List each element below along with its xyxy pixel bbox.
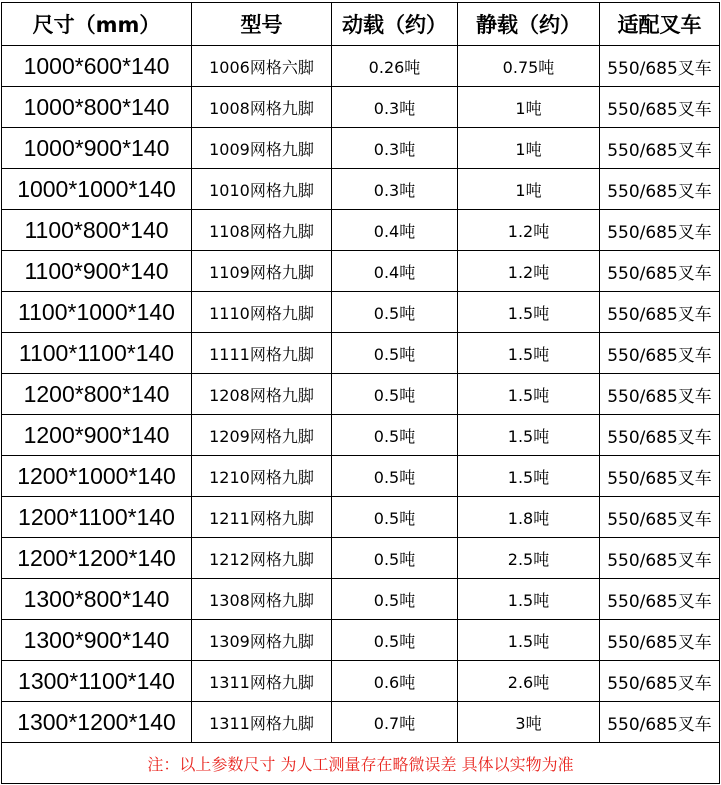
cell-model: 1108网格九脚: [192, 210, 332, 251]
cell-model: 1111网格九脚: [192, 333, 332, 374]
table-row: [2, 620, 720, 661]
header-forklift: 适配叉车: [600, 3, 720, 46]
cell-size: 1300*1100*140: [2, 661, 192, 702]
cell-dynamic-load: 0.26吨: [332, 46, 458, 87]
cell-forklift: 550/685叉车: [600, 579, 720, 620]
cell-static-load: 1.5吨: [458, 333, 600, 374]
cell-static-load: 1.8吨: [458, 497, 600, 538]
header-size: 尺寸（mm）: [2, 3, 192, 46]
cell-size: 1200*1000*140: [2, 456, 192, 497]
cell-size: 1000*600*140: [2, 46, 192, 87]
table-row: [2, 87, 720, 128]
table-row: [2, 251, 720, 292]
cell-model: 1308网格九脚: [192, 579, 332, 620]
cell-dynamic-load: 0.4吨: [332, 210, 458, 251]
cell-static-load: 1.5吨: [458, 579, 600, 620]
cell-size: 1300*900*140: [2, 620, 192, 661]
cell-forklift: 550/685叉车: [600, 538, 720, 579]
cell-dynamic-load: 0.5吨: [332, 415, 458, 456]
cell-size: 1100*900*140: [2, 251, 192, 292]
cell-model: 1008网格九脚: [192, 87, 332, 128]
cell-model: 1211网格九脚: [192, 497, 332, 538]
table-row: [2, 169, 720, 210]
cell-static-load: 1.5吨: [458, 374, 600, 415]
table-row: [2, 415, 720, 456]
table-row: [2, 210, 720, 251]
table-row: [2, 497, 720, 538]
cell-dynamic-load: 0.5吨: [332, 497, 458, 538]
cell-forklift: 550/685叉车: [600, 251, 720, 292]
cell-forklift: 550/685叉车: [600, 169, 720, 210]
cell-dynamic-load: 0.7吨: [332, 702, 458, 743]
cell-static-load: 1.5吨: [458, 292, 600, 333]
table-row: [2, 333, 720, 374]
cell-dynamic-load: 0.5吨: [332, 620, 458, 661]
cell-dynamic-load: 0.3吨: [332, 128, 458, 169]
cell-forklift: 550/685叉车: [600, 661, 720, 702]
cell-static-load: 3吨: [458, 702, 600, 743]
cell-forklift: 550/685叉车: [600, 128, 720, 169]
cell-forklift: 550/685叉车: [600, 292, 720, 333]
table-row: [2, 702, 720, 743]
cell-dynamic-load: 0.5吨: [332, 538, 458, 579]
cell-size: 1100*1000*140: [2, 292, 192, 333]
cell-model: 1109网格九脚: [192, 251, 332, 292]
cell-model: 1311网格九脚: [192, 661, 332, 702]
cell-forklift: 550/685叉车: [600, 415, 720, 456]
header-row: [2, 3, 720, 46]
cell-size: 1100*1100*140: [2, 333, 192, 374]
spec-table: [1, 2, 720, 784]
cell-static-load: 1.5吨: [458, 456, 600, 497]
cell-size: 1300*800*140: [2, 579, 192, 620]
cell-forklift: 550/685叉车: [600, 620, 720, 661]
cell-static-load: 2.5吨: [458, 538, 600, 579]
cell-forklift: 550/685叉车: [600, 702, 720, 743]
table-row: [2, 46, 720, 87]
cell-static-load: 0.75吨: [458, 46, 600, 87]
table-row: [2, 661, 720, 702]
cell-static-load: 1吨: [458, 169, 600, 210]
cell-size: 1000*1000*140: [2, 169, 192, 210]
table-row: [2, 456, 720, 497]
note-row: [2, 743, 720, 784]
cell-size: 1100*800*140: [2, 210, 192, 251]
cell-forklift: 550/685叉车: [600, 497, 720, 538]
cell-dynamic-load: 0.6吨: [332, 661, 458, 702]
cell-static-load: 1.2吨: [458, 210, 600, 251]
cell-dynamic-load: 0.5吨: [332, 456, 458, 497]
cell-static-load: 1.2吨: [458, 251, 600, 292]
cell-dynamic-load: 0.3吨: [332, 169, 458, 210]
cell-static-load: 2.6吨: [458, 661, 600, 702]
header-model: 型号: [192, 3, 332, 46]
header-static-load: 静载（约）: [458, 3, 600, 46]
cell-forklift: 550/685叉车: [600, 46, 720, 87]
cell-forklift: 550/685叉车: [600, 333, 720, 374]
cell-static-load: 1.5吨: [458, 415, 600, 456]
cell-model: 1209网格九脚: [192, 415, 332, 456]
header-dynamic-load: 动载（约）: [332, 3, 458, 46]
cell-model: 1309网格九脚: [192, 620, 332, 661]
cell-dynamic-load: 0.5吨: [332, 333, 458, 374]
cell-model: 1212网格九脚: [192, 538, 332, 579]
cell-size: 1300*1200*140: [2, 702, 192, 743]
cell-forklift: 550/685叉车: [600, 374, 720, 415]
cell-model: 1110网格九脚: [192, 292, 332, 333]
table-row: [2, 538, 720, 579]
cell-forklift: 550/685叉车: [600, 456, 720, 497]
cell-static-load: 1吨: [458, 87, 600, 128]
cell-dynamic-load: 0.5吨: [332, 374, 458, 415]
cell-dynamic-load: 0.4吨: [332, 251, 458, 292]
table-row: [2, 374, 720, 415]
table-row: [2, 292, 720, 333]
note-text: 注：以上参数尺寸 为人工测量存在略微误差 具体以实物为准: [2, 743, 720, 784]
cell-size: 1200*1200*140: [2, 538, 192, 579]
cell-size: 1200*900*140: [2, 415, 192, 456]
cell-model: 1210网格九脚: [192, 456, 332, 497]
cell-model: 1010网格九脚: [192, 169, 332, 210]
cell-static-load: 1.5吨: [458, 620, 600, 661]
cell-model: 1006网格六脚: [192, 46, 332, 87]
cell-model: 1311网格九脚: [192, 702, 332, 743]
cell-dynamic-load: 0.5吨: [332, 579, 458, 620]
cell-static-load: 1吨: [458, 128, 600, 169]
cell-size: 1000*800*140: [2, 87, 192, 128]
table-row: [2, 579, 720, 620]
cell-model: 1009网格九脚: [192, 128, 332, 169]
cell-forklift: 550/685叉车: [600, 87, 720, 128]
cell-size: 1200*800*140: [2, 374, 192, 415]
cell-model: 1208网格九脚: [192, 374, 332, 415]
cell-size: 1000*900*140: [2, 128, 192, 169]
cell-dynamic-load: 0.5吨: [332, 292, 458, 333]
cell-size: 1200*1100*140: [2, 497, 192, 538]
table-row: [2, 128, 720, 169]
cell-dynamic-load: 0.3吨: [332, 87, 458, 128]
cell-forklift: 550/685叉车: [600, 210, 720, 251]
